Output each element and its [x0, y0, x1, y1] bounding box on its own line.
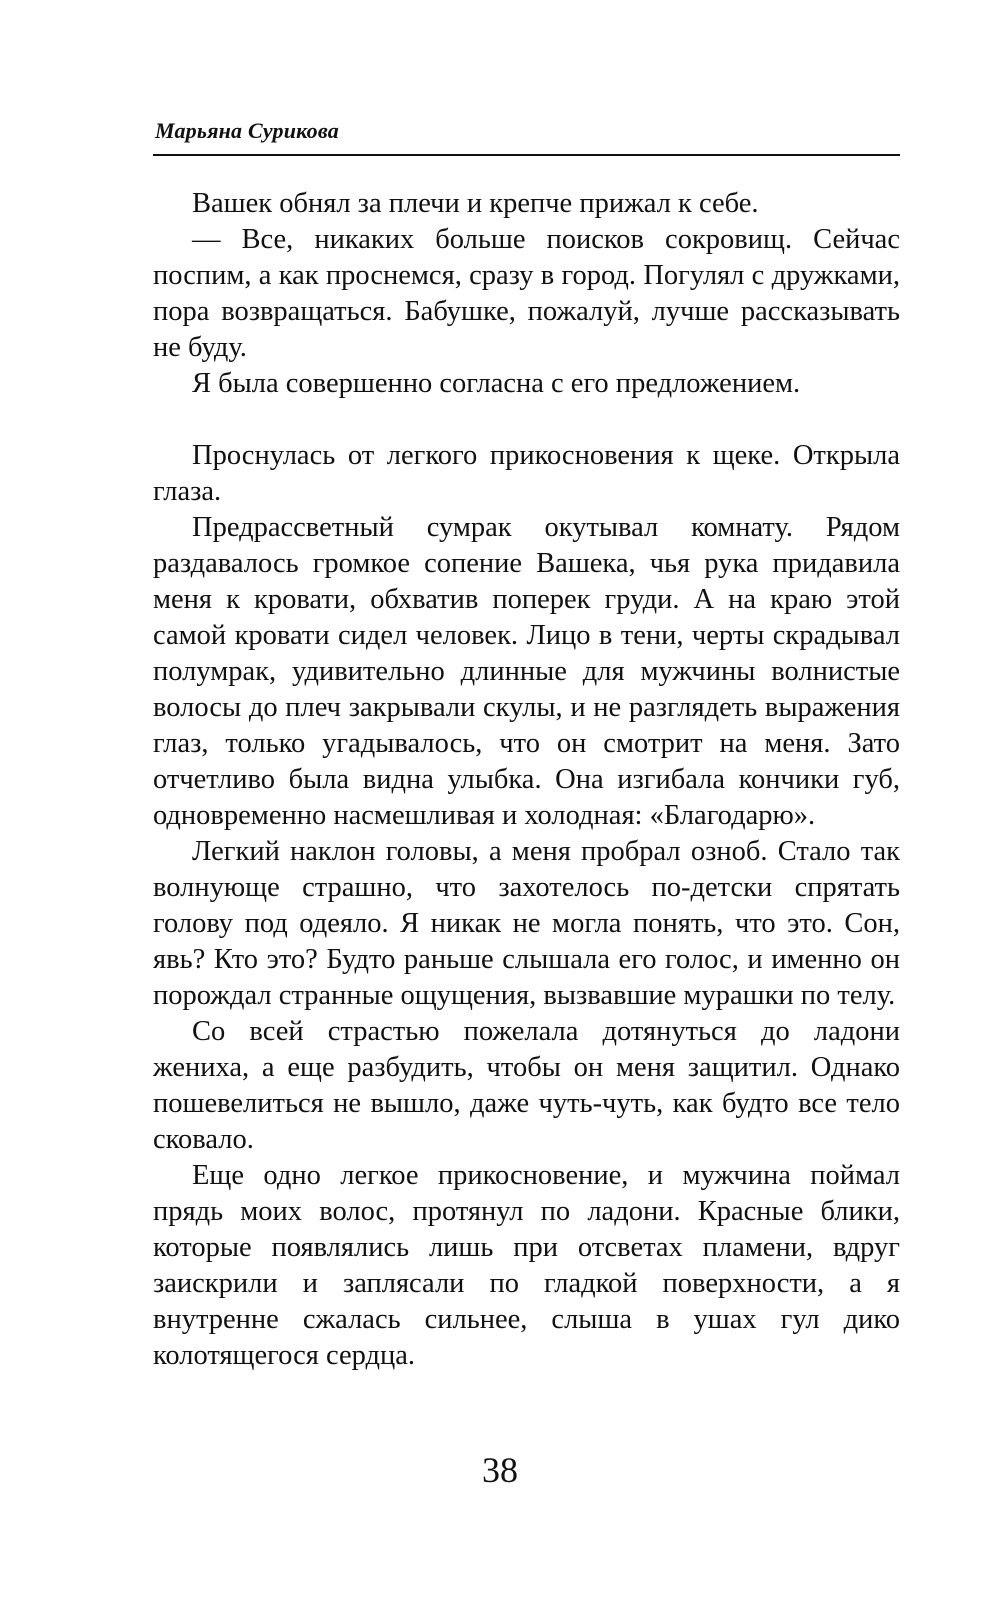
paragraph: Еще одно легкое прикосновение, и мужчина поймал прядь моих волос, протянул по ладони. Красные блики, которые появлялись лишь при отсветах пламени, вдруг заискрили и заплясали по гладкой поверхности, а я внутренне сжалась сильнее, слыша в ушах гул дико колотящегося сердца.: [153, 1160, 900, 1371]
page-number: 38: [482, 1450, 518, 1490]
running-header: [153, 110, 900, 156]
paragraph: Вашек обнял за плечи и крепче прижал к себе.: [192, 188, 759, 219]
paragraph: Со всей страстью пожелала дотянуться до ладони жениха, а еще разбудить, чтобы он меня защитил. Однако пошевелиться не вышло, даже чуть-чуть, как будто все тело сковало.: [153, 1016, 900, 1155]
paragraph: Проснулась от легкого прикосновения к щеке. Открыла глаза.: [153, 440, 900, 507]
author-name: Марьяна Сурикова: [155, 118, 339, 143]
paragraph: Легкий наклон головы, а меня пробрал озноб. Стало так волнующе страшно, что захотелось по-детски спрятать голову под одеяло. Я никак не могла понять, что это. Сон, явь? Кто это? Будто раньше слышала его голос, и именно он порождал странные ощущения, вызвавшие мурашки по телу.: [153, 836, 900, 1011]
paragraph: Предрассветный сумрак окутывал комнату. Рядом раздавалось громкое сопение Вашека, чья рука придавила меня к кровати, обхватив поперек груди. А на краю этой самой кровати сидел человек. Лицо в тени, черты скрадывал полумрак, удивительно длинные для мужчины волнистые волосы до плеч закрывали скулы, и не разглядеть выражения глаз, только угадывалось, что он смотрит на меня. Зато отчетливо была видна улыбка. Она изгибала кончики губ, одновременно насмешливая и холодная: «Благодарю».: [153, 512, 900, 831]
body-text: [153, 186, 900, 1374]
paragraph: Я была совершенно согласна с его предложением.: [192, 368, 801, 399]
paragraph: — Все, никаких больше поисков сокровищ. Сейчас поспим, а как проснемся, сразу в город. Погулял с дружками, пора возвращаться. Бабушке, пожалуй, лучше рассказывать не буду.: [153, 224, 900, 363]
